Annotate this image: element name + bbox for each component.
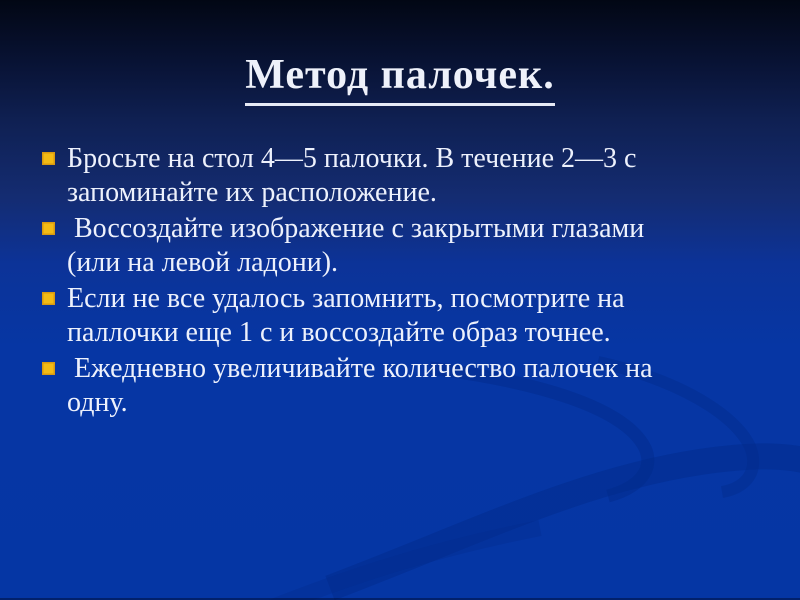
bullet-text-line: одну. xyxy=(67,387,128,418)
bullet-square-icon xyxy=(42,292,55,305)
bullet-text-line: запоминайте их расположение. xyxy=(67,177,437,208)
bullet-square-icon xyxy=(42,362,55,375)
list-item xyxy=(42,282,760,350)
bullet-list xyxy=(42,142,760,422)
list-item xyxy=(42,352,760,420)
list-item xyxy=(42,142,760,210)
bullet-text-line: Воссоздайте изображение с закрытыми глазами xyxy=(67,213,645,244)
bullet-text-line: (или на левой ладони). xyxy=(67,247,339,278)
bullet-text-line: Если не все удалось запомнить, посмотрите на xyxy=(67,283,625,314)
bullet-text-line: Ежедневно увеличивайте количество палочек на xyxy=(67,353,653,384)
bullet-text-line: Бросьте на стол 4—5 палочки. В течение 2—3 с xyxy=(67,143,637,174)
slide-title xyxy=(0,50,800,106)
bullet-text-line: паллочки еще 1 с и воссоздайте образ точнее. xyxy=(67,317,611,348)
bullet-square-icon xyxy=(42,152,55,165)
list-item xyxy=(42,212,760,280)
slide-title-text: Метод палочек. xyxy=(245,50,554,106)
bullet-square-icon xyxy=(42,222,55,235)
